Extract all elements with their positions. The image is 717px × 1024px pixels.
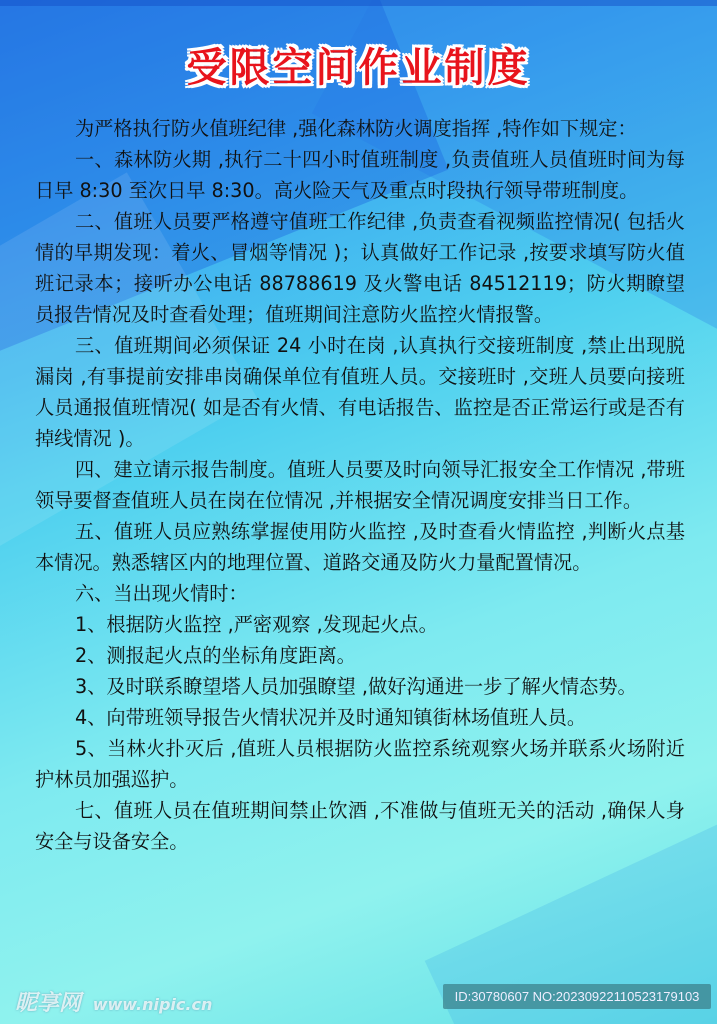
watermark-url: www.nipic.cn xyxy=(92,995,213,1014)
watermark-logo xyxy=(15,986,212,1017)
rule-7-paragraph: 七、值班人员在值班期间禁止饮酒 ,不准做与值班无关的活动 ,确保人身安全与设备安全。 xyxy=(35,799,685,853)
rule-6-heading: 六、当出现火情时： xyxy=(75,582,248,605)
background-shape xyxy=(0,0,717,6)
page-title: 受限空间作业制度 xyxy=(186,45,531,91)
rule-6-step-3: 3、及时联系瞭望塔人员加强瞭望 ,做好沟通进一步了解火情态势。 xyxy=(75,675,637,698)
rule-6-step-2: 2、测报起火点的坐标角度距离。 xyxy=(75,644,356,667)
rule-1-paragraph: 一、森林防火期 ,执行二十四小时值班制度 ,负责值班人员值班时间为每日早 8:30 至次日早 8:30。高火险天气及重点时段执行领导带班制度。 xyxy=(35,148,685,202)
rule-6-step-1: 1、根据防火监控 ,严密观察 ,发现起火点。 xyxy=(75,613,438,636)
intro-paragraph: 为严格执行防火值班纪律 ,强化森林防火调度指挥 ,特作如下规定： xyxy=(75,117,637,140)
rule-2-paragraph: 二、值班人员要严格遵守值班工作纪律 ,负责查看视频监控情况( 包括火情的早期发现：着火、冒烟等情况 )；认真做好工作记录 ,按要求填写防火值班记录本；接听办公电话 88788619 及火警电话 84512119；防火期瞭望员报告情况及时查看处理；值班期间注意防火监控火情报警。 xyxy=(35,210,685,326)
rule-4-paragraph: 四、建立请示报告制度。值班人员要及时向领导汇报安全工作情况 ,带班领导要督查值班人员在岗在位情况 ,并根据安全情况调度安排当日工作。 xyxy=(35,458,685,512)
rule-5-paragraph: 五、值班人员应熟练掌握使用防火监控 ,及时查看火情监控 ,判断火点基本情况。熟悉辖区内的地理位置、道路交通及防火力量配置情况。 xyxy=(35,520,685,574)
watermark-id-badge: ID:30780607 NO:20230922110523179103 xyxy=(443,984,711,1009)
rule-3-paragraph: 三、值班期间必须保证 24 小时在岗 ,认真执行交接班制度 ,禁止出现脱漏岗 ,有事提前安排串岗确保单位有值班人员。交接班时 ,交班人员要向接班人员通报值班情况( 如是否有火情、有电话报告、监控是否正常运行或是否有掉线情况 )。 xyxy=(35,334,685,450)
document-body xyxy=(35,113,685,857)
rule-6-step-4: 4、向带班领导报告火情状况并及时通知镇街林场值班人员。 xyxy=(75,706,587,729)
watermark-logo-text: 昵享网 xyxy=(15,991,82,1016)
rule-6-step-5: 5、当林火扑灭后 ,值班人员根据防火监控系统观察火场并联系火场附近护林员加强巡护。 xyxy=(35,737,685,791)
